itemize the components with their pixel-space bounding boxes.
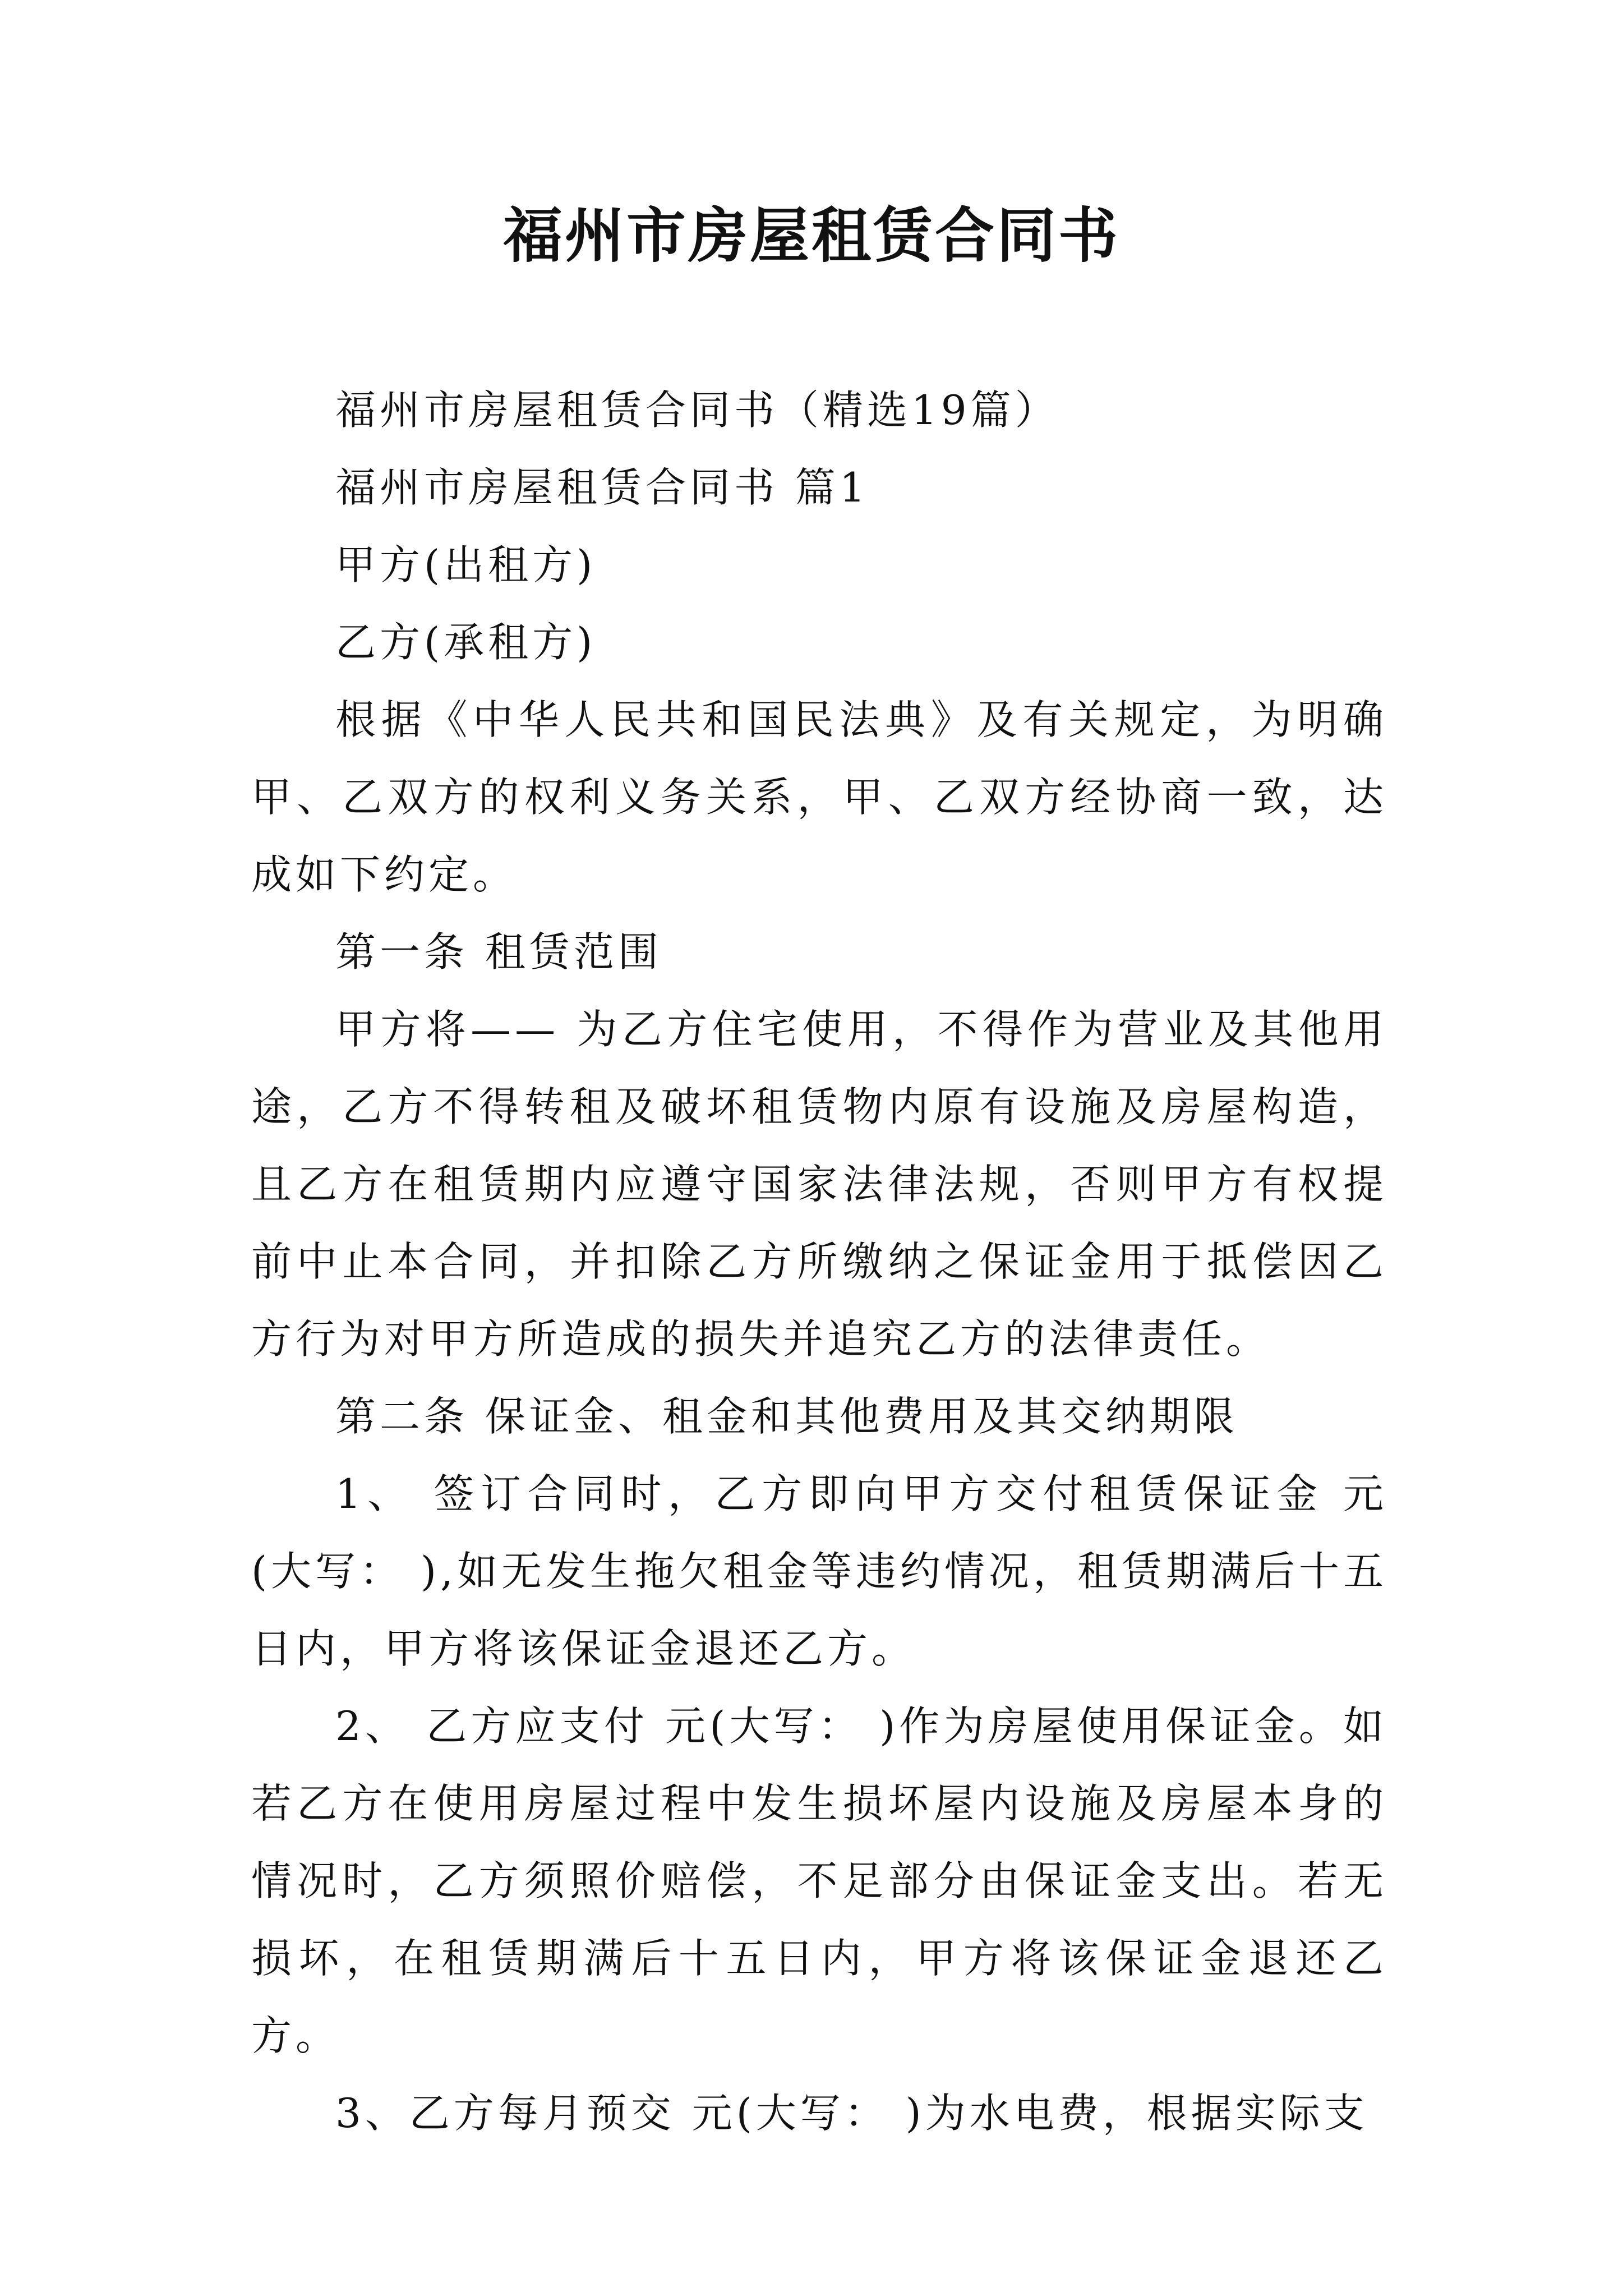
subtitle-paragraph: 福州市房屋租赁合同书（精选19篇） <box>335 386 1059 434</box>
document-body <box>251 371 1387 2152</box>
clause-1-paragraph: 1、 签订合同时，乙方即向甲方交付租赁保证金 元(大写： ),如无发生拖欠租金等违约情况，租赁期满后十五日内，甲方将该保证金退还乙方。 <box>251 1470 1387 1672</box>
party-a-line: 甲方(出租方) <box>335 541 597 588</box>
party-b-line: 乙方(承租方) <box>335 619 597 666</box>
article-2-heading: 第二条 保证金、租金和其他费用及其交纳期限 <box>335 1393 1238 1440</box>
document-title: 福州市房屋租赁合同书 <box>503 200 1120 270</box>
article-1-heading: 第一条 租赁范围 <box>335 928 662 976</box>
section-heading: 福州市房屋租赁合同书 篇1 <box>335 464 869 511</box>
clause-2-paragraph: 2、 乙方应支付 元(大写： )作为房屋使用保证金。如若乙方在使用房屋过程中发生损坏屋内设施及房屋本身的情况时，乙方须照价赔偿，不足部分由保证金支出。若无损坏，在租赁期满后十五日内，甲方将该保证金退还乙方。 <box>251 1703 1387 2059</box>
article-1-paragraph: 甲方将—— 为乙方住宅使用，不得作为营业及其他用途，乙方不得转租及破坏租赁物内原有设施及房屋构造，且乙方在租赁期内应遵守国家法律法规，否则甲方有权提前中止本合同，并扣除乙方所缴纳之保证金用于抵偿因乙方行为对甲方所造成的损失并追究乙方的法律责任。 <box>251 1006 1387 1363</box>
preamble-paragraph: 根据《中华人民共和国民法典》及有关规定，为明确甲、乙双方的权利义务关系，甲、乙双方经协商一致，达成如下约定。 <box>251 696 1387 898</box>
clause-3-paragraph: 3、乙方每月预交 元(大写： )为水电费，根据实际支 <box>335 2090 1368 2137</box>
